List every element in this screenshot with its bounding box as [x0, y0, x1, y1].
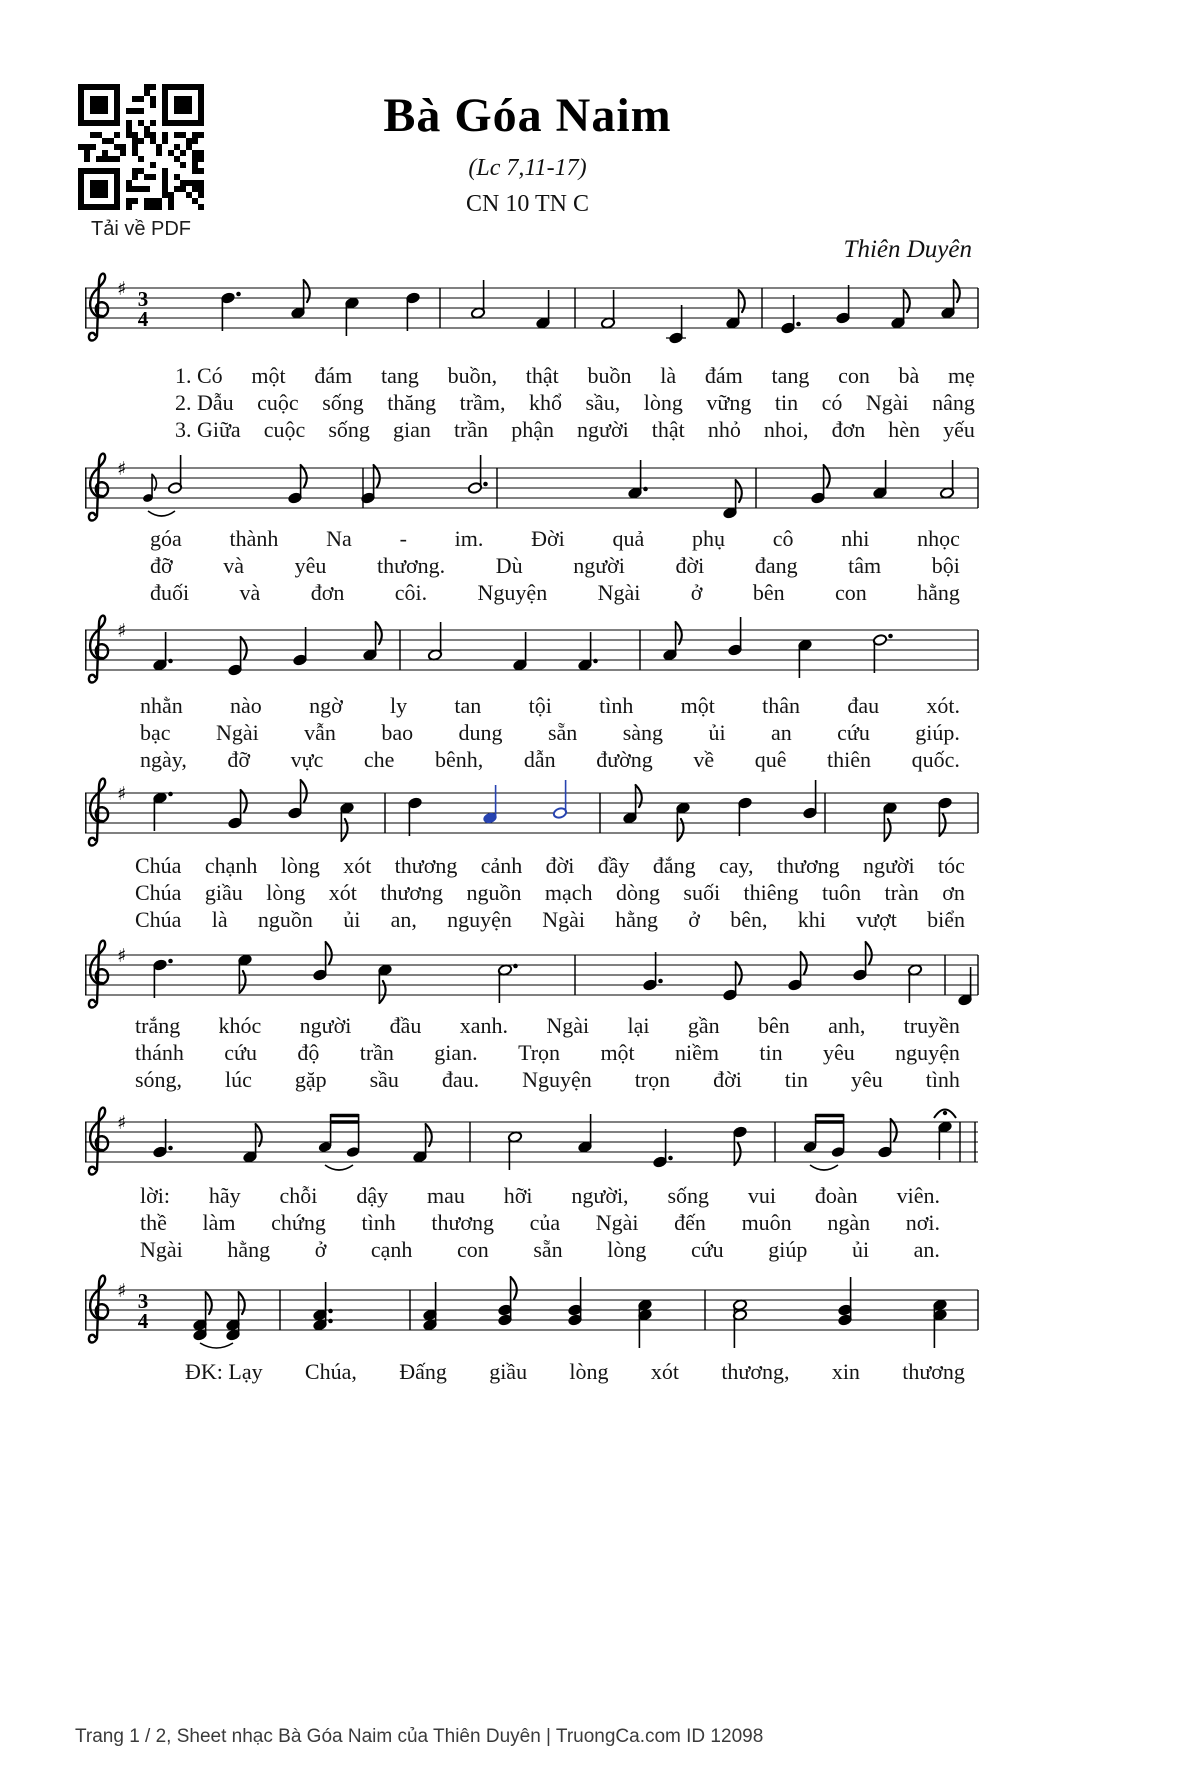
lyric-word: gian	[392, 417, 431, 442]
lyric-word: Trọn	[518, 1040, 561, 1065]
lyric-line	[175, 362, 975, 389]
lyric-word: viên.	[896, 1183, 940, 1208]
lyric-word: tràn	[884, 880, 919, 905]
lyric-word: ở	[690, 580, 703, 605]
lyric-word: xót	[650, 1359, 679, 1384]
lyric-word: tang	[380, 363, 419, 388]
lyric-word: mau	[426, 1183, 465, 1208]
lyric-word: Ngài	[597, 580, 641, 605]
lyric-word: trọn	[634, 1067, 671, 1092]
lyrics-system-1	[175, 362, 975, 443]
lyrics-system-7	[185, 1358, 965, 1385]
lyric-word: ngày,	[140, 747, 187, 772]
lyric-word: là	[211, 907, 228, 932]
lyric-word: an	[770, 720, 792, 745]
lyric-word: khổ	[528, 390, 562, 415]
lyric-word: thánh	[135, 1040, 184, 1065]
lyric-word: thương.	[376, 553, 446, 578]
lyric-word: đám	[704, 363, 743, 388]
lyric-word: lời:	[140, 1183, 170, 1208]
lyric-word: ủi	[708, 720, 726, 745]
lyric-line	[150, 579, 960, 606]
lyric-word: hãy	[208, 1183, 241, 1208]
lyric-word: giầu	[204, 880, 243, 905]
lyric-word: xanh.	[459, 1013, 509, 1038]
lyric-word: thề	[140, 1210, 167, 1235]
lyric-word: trắng	[135, 1013, 181, 1038]
lyric-word: ơn	[942, 880, 965, 905]
lyric-word: bội	[931, 553, 960, 578]
lyric-line	[135, 1039, 960, 1066]
lyric-word: vững	[706, 390, 752, 415]
lyric-line	[135, 1012, 960, 1039]
lyric-word: tin	[774, 390, 799, 415]
lyric-word: cuộc	[263, 417, 306, 442]
lyric-word: cuộc	[257, 390, 299, 415]
lyric-line	[150, 552, 960, 579]
lyric-word: tâm	[848, 553, 882, 578]
lyric-word: con	[457, 1237, 489, 1262]
lyric-word: vui	[747, 1183, 777, 1208]
lyric-word: sàng	[622, 720, 664, 745]
lyric-word: đơn	[831, 417, 866, 442]
lyric-word: -	[399, 526, 407, 551]
lyric-word: chứng	[271, 1210, 326, 1235]
lyric-word: nguồn	[257, 907, 313, 932]
lyric-word: thân	[762, 693, 801, 718]
lyric-word: yếu	[943, 417, 975, 442]
svg-text:4: 4	[137, 1309, 149, 1333]
lyric-word: Dù	[495, 553, 523, 578]
lyric-word: tuôn	[821, 880, 862, 905]
lyric-word: côi.	[394, 580, 428, 605]
lyric-word: bên,	[730, 907, 768, 932]
lyric-word: biển	[927, 907, 965, 932]
lyric-word: dòng	[615, 880, 660, 905]
lyric-word: đường	[596, 747, 653, 772]
lyric-word: tóc	[937, 853, 965, 878]
lyric-word: góa	[150, 526, 182, 551]
lyric-word: trần	[453, 417, 489, 442]
lyric-line	[135, 879, 965, 906]
lyric-word: bạc	[140, 720, 171, 745]
lyric-word: đau.	[441, 1067, 480, 1092]
composer-name: Thiên Duyên	[843, 236, 972, 263]
lyric-word: nhằn	[140, 693, 183, 718]
lyric-word: nào	[230, 693, 262, 718]
lyric-word: đời	[675, 553, 705, 578]
lyric-line	[185, 1358, 965, 1385]
lyric-word: Ngài	[215, 720, 259, 745]
lyric-word: lòng	[266, 880, 306, 905]
lyric-word: hằng	[227, 1237, 271, 1262]
staff-system-1	[85, 258, 985, 376]
lyric-word: mẹ	[948, 363, 975, 388]
lyric-word: và	[239, 580, 261, 605]
lyric-word: sống	[667, 1183, 710, 1208]
lyric-word: ủi	[343, 907, 361, 932]
lyric-word: dẫn	[523, 747, 556, 772]
lyric-word: Ngài	[595, 1210, 639, 1235]
lyric-word: trầm,	[459, 390, 506, 415]
svg-text:♯: ♯	[117, 278, 127, 300]
lyric-word: vực	[290, 747, 324, 772]
svg-text:♯: ♯	[117, 458, 127, 480]
lyric-word: che	[363, 747, 395, 772]
lyric-word: yêu	[294, 553, 327, 578]
lyric-word: thương	[431, 1210, 494, 1235]
liturgical-label: CN 10 TN C	[466, 191, 589, 217]
lyric-line	[140, 719, 960, 746]
lyric-word: bà	[898, 363, 920, 388]
lyric-word: lòng	[280, 853, 320, 878]
lyric-word: phận	[511, 417, 554, 442]
lyric-word: quốc.	[911, 747, 960, 772]
lyric-word: Ngài	[865, 390, 909, 415]
lyric-word: thật	[651, 417, 685, 442]
lyric-line	[135, 1066, 960, 1093]
lyric-word: làm	[202, 1210, 236, 1235]
lyric-word: yêu	[823, 1040, 855, 1065]
lyric-word: an.	[913, 1237, 940, 1262]
lyric-line	[140, 692, 960, 719]
lyric-word: im.	[454, 526, 484, 551]
lyric-word: độ	[297, 1040, 320, 1065]
lyric-word: thật	[525, 363, 559, 388]
lyric-word: một	[251, 363, 286, 388]
lyric-word: gần	[687, 1013, 720, 1038]
lyric-word: bên	[757, 1013, 790, 1038]
lyric-word: xót	[328, 880, 357, 905]
lyric-word: ủi	[851, 1237, 870, 1262]
lyric-word: và	[223, 553, 244, 578]
lyric-word: cảnh	[480, 853, 523, 878]
lyric-word: sầu	[369, 1067, 399, 1092]
lyric-word: là	[660, 363, 677, 388]
lyric-word: xót.	[926, 693, 960, 718]
svg-text:♯: ♯	[117, 1280, 127, 1302]
lyric-word: lòng	[643, 390, 683, 415]
lyric-word: đơn	[310, 580, 345, 605]
lyric-word: tình	[361, 1210, 396, 1235]
lyric-word: buồn,	[447, 363, 498, 388]
lyric-word: tình	[925, 1067, 960, 1092]
lyric-word: suối	[683, 880, 721, 905]
lyric-word: đầu	[389, 1013, 422, 1038]
lyric-word: thăng	[387, 390, 437, 415]
lyric-word: khóc	[218, 1013, 262, 1038]
lyric-word: nơi.	[905, 1210, 940, 1235]
lyric-word: có	[821, 390, 843, 415]
lyric-word: buồn	[587, 363, 632, 388]
lyric-word: cứu	[224, 1040, 257, 1065]
lyric-word: vẫn	[304, 720, 336, 745]
lyric-word: đến	[674, 1210, 706, 1235]
lyric-word: mạch	[544, 880, 593, 905]
lyric-line	[140, 746, 960, 773]
lyric-word: Ngài	[140, 1237, 183, 1262]
lyric-word: xót	[343, 853, 372, 878]
lyric-word: dung	[458, 720, 503, 745]
lyric-word: tin	[759, 1040, 783, 1065]
lyric-word: lúc	[225, 1067, 252, 1092]
lyric-word: anh,	[828, 1013, 866, 1038]
lyric-word: bên	[752, 580, 785, 605]
lyric-word: cay,	[718, 853, 754, 878]
lyric-word: lòng	[569, 1359, 609, 1384]
lyric-word: về	[693, 747, 715, 772]
lyric-word: thương	[380, 880, 444, 905]
lyric-word: một	[680, 693, 715, 718]
lyric-word: chỗi	[279, 1183, 318, 1208]
lyrics-system-3	[140, 692, 960, 773]
lyric-word: muôn	[741, 1210, 792, 1235]
lyric-word: thương,	[721, 1359, 790, 1384]
lyric-word: Nguyện	[477, 580, 548, 605]
lyric-word: tan	[454, 693, 482, 718]
lyric-word: Đấng	[399, 1359, 447, 1384]
lyric-word: hằng	[917, 580, 960, 605]
lyric-word: Chúa	[135, 907, 182, 932]
lyric-word: khi	[797, 907, 826, 932]
lyric-word: thương	[902, 1359, 965, 1384]
lyric-line	[135, 906, 965, 933]
lyric-word: hèn	[888, 417, 921, 442]
page-title: Bà Góa Naim	[383, 89, 672, 142]
lyric-word: Đời	[531, 526, 565, 551]
svg-text:♯: ♯	[117, 620, 127, 642]
lyric-line	[175, 416, 975, 443]
lyric-word: sầu,	[585, 390, 621, 415]
lyric-word: nhọc	[917, 526, 960, 551]
lyric-word: đời	[545, 853, 575, 878]
lyric-word: tang	[771, 363, 810, 388]
lyric-word: thiêng	[743, 880, 799, 905]
lyric-word: quê	[754, 747, 787, 772]
lyric-word: nguyện	[447, 907, 512, 932]
lyric-word: Chúa	[135, 853, 182, 878]
lyric-word: nguyện	[895, 1040, 960, 1065]
lyric-word: truyền	[903, 1013, 960, 1038]
lyric-word: đầy	[597, 853, 630, 878]
lyric-word: đỡ	[227, 747, 251, 772]
lyric-word: nhoi,	[763, 417, 809, 442]
lyric-word: người	[862, 853, 915, 878]
lyric-word: con	[838, 363, 870, 388]
lyric-word: đau	[847, 693, 880, 718]
qr-label[interactable]: Tải về PDF	[90, 218, 192, 240]
lyric-word: gặp	[294, 1067, 327, 1092]
lyric-word: sống	[322, 390, 364, 415]
lyric-word: hằng	[615, 907, 658, 932]
lyric-word: yêu	[850, 1067, 883, 1092]
lyric-word: thiên	[827, 747, 872, 772]
lyric-word: ở	[688, 907, 700, 932]
svg-text:♯: ♯	[117, 1112, 127, 1134]
lyric-word: Ngài	[542, 907, 585, 932]
lyrics-system-4	[135, 852, 965, 933]
lyric-word: người	[299, 1013, 352, 1038]
lyric-word: tình	[599, 693, 634, 718]
lyric-word: đời	[713, 1067, 742, 1092]
lyric-word: gian.	[434, 1040, 478, 1065]
lyric-word: vượt	[856, 907, 897, 932]
lyric-word: 2. Dẫu	[175, 390, 234, 415]
lyric-word: Nguyện	[522, 1067, 592, 1092]
lyric-word: giầu	[489, 1359, 528, 1384]
scripture-reference: (Lc 7,11-17)	[468, 155, 587, 181]
lyrics-system-2	[150, 525, 960, 606]
lyric-word: giúp.	[915, 720, 960, 745]
lyric-word: nhỏ	[707, 417, 741, 442]
lyric-word: giúp	[768, 1237, 808, 1262]
lyric-word: chạnh	[204, 853, 258, 878]
lyric-word: người	[577, 417, 629, 442]
lyric-word: lòng	[607, 1237, 647, 1262]
lyric-word: Chúa	[135, 880, 182, 905]
svg-text:4: 4	[137, 307, 149, 331]
svg-text:3: 3	[137, 1289, 149, 1313]
lyric-word: tin	[784, 1067, 809, 1092]
lyric-word: ly	[390, 693, 408, 718]
lyric-word: nhi	[841, 526, 870, 551]
lyric-word: cứu	[837, 720, 870, 745]
lyric-word: đoàn	[814, 1183, 858, 1208]
svg-text:♯: ♯	[117, 783, 127, 805]
lyric-word: Ngài	[546, 1013, 590, 1038]
lyric-word: ĐK: Lạy	[185, 1359, 263, 1384]
lyric-word: sóng,	[135, 1067, 183, 1092]
lyric-word: nâng	[932, 390, 975, 415]
lyric-line	[140, 1209, 940, 1236]
lyric-word: đắng	[652, 853, 696, 878]
lyrics-system-5	[135, 1012, 960, 1093]
lyric-line	[175, 389, 975, 416]
lyric-word: thương	[394, 853, 458, 878]
lyric-word: người	[573, 553, 625, 578]
lyric-word: ngàn	[827, 1210, 871, 1235]
lyric-word: sẵn	[533, 1237, 563, 1262]
lyric-word: niềm	[675, 1040, 720, 1065]
lyric-word: cứu	[690, 1237, 724, 1262]
lyric-word: lại	[627, 1013, 650, 1038]
svg-text:♯: ♯	[117, 945, 127, 967]
lyric-word: đang	[754, 553, 798, 578]
lyric-word: bênh,	[435, 747, 484, 772]
lyric-line	[140, 1182, 940, 1209]
footer-text: Trang 1 / 2, Sheet nhạc Bà Góa Naim của Thiên Duyên | TruongCa.com ID 12098	[75, 1726, 764, 1747]
lyric-word: bao	[381, 720, 414, 745]
lyric-word: cô	[772, 526, 794, 551]
lyric-word: ở	[314, 1237, 327, 1262]
lyric-word: sẵn	[547, 720, 578, 745]
lyric-word: đuối	[150, 580, 190, 605]
lyric-word: phụ	[692, 526, 726, 551]
lyric-word: nguồn	[466, 880, 522, 905]
lyric-word: Chúa,	[304, 1359, 357, 1384]
lyric-word: người,	[571, 1183, 629, 1208]
lyric-word: ngờ	[309, 693, 343, 718]
lyric-word: 1. Có	[175, 363, 223, 388]
lyric-word: dậy	[356, 1183, 389, 1208]
lyric-word: con	[835, 580, 867, 605]
lyric-line	[140, 1236, 940, 1263]
lyrics-system-6	[140, 1182, 940, 1263]
lyric-word: một	[600, 1040, 635, 1065]
lyric-word: trần	[359, 1040, 394, 1065]
svg-text:3: 3	[137, 287, 149, 311]
lyric-word: đám	[314, 363, 353, 388]
lyric-line	[135, 852, 965, 879]
lyric-word: quả	[612, 526, 645, 551]
lyric-word: thương	[776, 853, 840, 878]
lyric-word: 3. Giữa	[175, 417, 241, 442]
lyric-word: đỡ	[150, 553, 173, 578]
lyric-word: xin	[831, 1359, 860, 1384]
lyric-word: sống	[328, 417, 370, 442]
lyric-word: hỡi	[503, 1183, 533, 1208]
lyric-word: an,	[390, 907, 417, 932]
lyric-line	[150, 525, 960, 552]
lyric-word: của	[529, 1210, 561, 1235]
lyric-word: tội	[528, 693, 552, 718]
lyric-word: cạnh	[370, 1237, 413, 1262]
lyric-word: Na	[326, 526, 352, 551]
lyric-word: thành	[229, 526, 279, 551]
